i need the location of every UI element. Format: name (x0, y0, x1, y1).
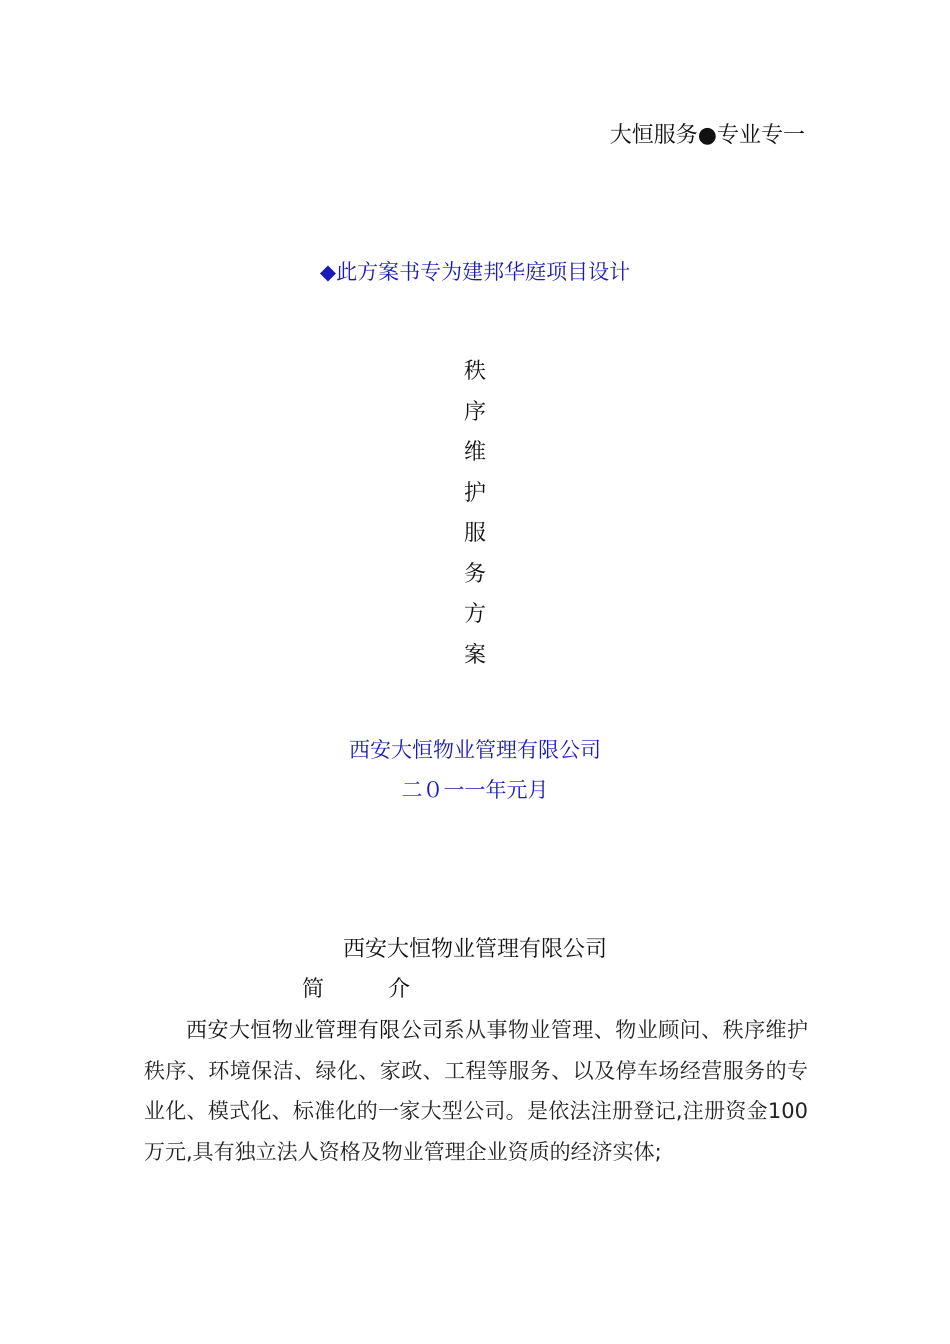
intro-body-text: 系从事物业管理、物业顾问、秩序维护秩序、环境保洁、绿化、家政、工程等服务、以及停车场经营服务的专业化、模式化、标准化的一家大型公司。是依法注册登记,注册资金100万元,具有独立法人资格及物业管理企业资质的经济实体; (144, 1018, 809, 1164)
intro-company-title: 西安大恒物业管理有限公司 (342, 937, 607, 962)
intro-heading-part: 介 (388, 977, 411, 1002)
title-char: 案 (463, 642, 486, 668)
title-char: 秩 (463, 359, 486, 384)
title-char: 维 (463, 440, 486, 465)
intro-heading (302, 972, 410, 1003)
title-char: 服 (463, 521, 486, 546)
title-char: 护 (463, 480, 486, 506)
intro-heading-part: 简 (302, 977, 325, 1002)
diamond-icon: ◆ (319, 260, 337, 284)
design-note-text: 此方案书专为建邦华庭项目设计 (336, 260, 631, 284)
issuer-company: 西安大恒物业管理有限公司 (349, 738, 601, 762)
intro-lead-name: 西安大恒物业管理有限公司 (186, 1018, 444, 1042)
design-note (0, 256, 950, 286)
intro-paragraph (144, 1010, 808, 1172)
title-char: 务 (463, 561, 486, 587)
issuer-date: 二０一一年元月 (401, 778, 549, 802)
title-char: 方 (463, 602, 486, 627)
document-title (0, 352, 950, 676)
title-char: 序 (463, 399, 486, 425)
header-slogan: 大恒服务●专业专一 (609, 123, 805, 148)
